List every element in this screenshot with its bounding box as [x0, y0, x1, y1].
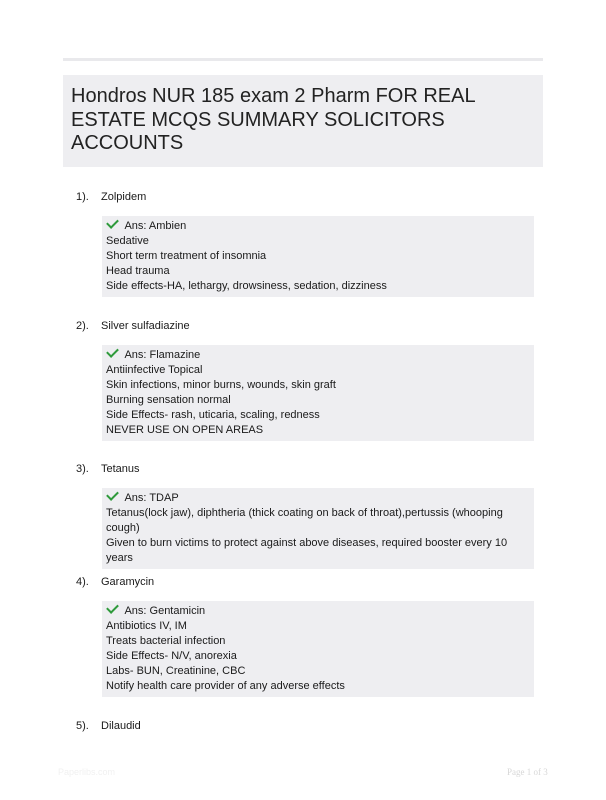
answer-text: Ans: Gentamicin — [124, 605, 206, 617]
question-text: Silver sulfadiazine — [101, 320, 190, 332]
answer-detail: Skin infections, minor burns, wounds, skin graft — [106, 379, 336, 391]
answer-text: Ans: TDAP — [124, 492, 179, 504]
checkmark-icon — [106, 601, 119, 614]
answer-detail: Side Effects- rash, uticaria, scaling, redness — [106, 409, 320, 421]
answer-detail: Antibiotics IV, IM — [106, 620, 187, 632]
answer-detail: Sedative — [106, 235, 149, 247]
checkmark-icon — [106, 345, 119, 358]
answer-detail: Tetanus(lock jaw), diphtheria (thick coating on back of throat),pertussis (whooping cough) — [106, 507, 503, 534]
footer-watermark: Paperlibs.com — [58, 767, 116, 777]
answer-box-3 — [102, 488, 534, 569]
question-text: Tetanus — [101, 463, 140, 475]
checkmark-icon — [106, 216, 119, 229]
answer-text: Ans: Flamazine — [124, 349, 201, 361]
answer-detail: Head trauma — [106, 265, 170, 277]
top-divider — [63, 58, 543, 61]
question-text: Garamycin — [101, 576, 155, 588]
answer-detail: Short term treatment of insomnia — [106, 250, 267, 262]
answer-text: Ans: Ambien — [124, 220, 187, 232]
question-number: 3). — [76, 463, 89, 475]
answer-box-1 — [102, 216, 534, 297]
question-number: 1). — [76, 191, 89, 203]
checkmark-icon — [106, 488, 119, 501]
title-block — [63, 75, 543, 167]
answer-detail: Treats bacterial infection — [106, 635, 226, 647]
answer-detail: NEVER USE ON OPEN AREAS — [106, 424, 264, 436]
answer-detail: Given to burn victims to protect against above diseases, required booster every 10 years — [106, 537, 508, 564]
document-title: Hondros NUR 185 exam 2 Pharm FOR REAL ESTATE MCQS SUMMARY SOLICITORS ACCOUNTS — [71, 85, 475, 154]
answer-detail: Labs- BUN, Creatinine, CBC — [106, 665, 246, 677]
question-text: Zolpidem — [101, 191, 147, 203]
answer-box-2 — [102, 345, 534, 441]
question-number: 4). — [76, 576, 89, 588]
question-number: 2). — [76, 320, 89, 332]
answer-detail: Notify health care provider of any adverse effects — [106, 680, 345, 692]
answer-detail: Antiinfective Topical — [106, 364, 203, 376]
question-number: 5). — [76, 720, 89, 732]
answer-box-4 — [102, 601, 534, 697]
question-text: Dilaudid — [101, 720, 141, 732]
answer-detail: Side effects-HA, lethargy, drowsiness, sedation, dizziness — [106, 280, 387, 292]
page-number: Page 1 of 3 — [507, 767, 548, 777]
answer-detail: Burning sensation normal — [106, 394, 231, 406]
answer-detail: Side Effects- N/V, anorexia — [106, 650, 237, 662]
